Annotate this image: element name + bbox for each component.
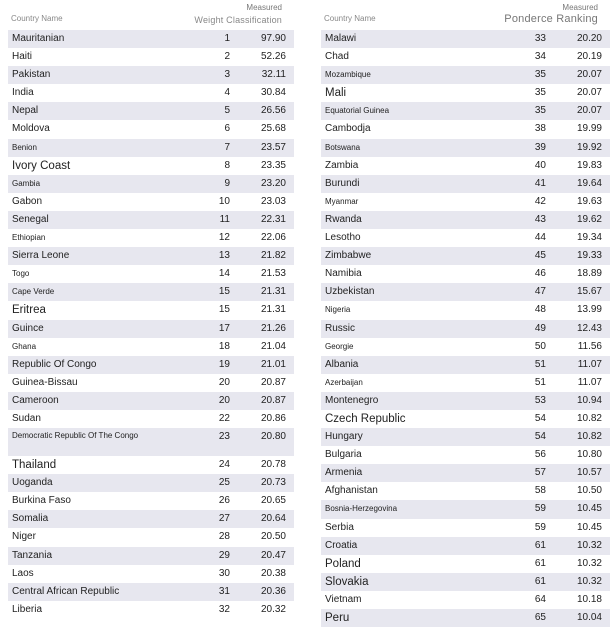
rank-number: 7 <box>224 141 230 153</box>
table-row <box>321 482 610 500</box>
left-table-body <box>8 30 294 619</box>
country-name: Rwanda <box>325 213 362 225</box>
measured-value: 10.45 <box>576 521 602 533</box>
country-name: Czech Republic <box>325 412 406 425</box>
rank-number: 61 <box>534 575 546 587</box>
rank-number: 51 <box>534 376 546 388</box>
rank-number: 14 <box>218 268 230 280</box>
country-name: Azerbaijan <box>325 377 363 387</box>
country-name: Hungary <box>325 431 363 443</box>
measured-value: 15.67 <box>576 286 602 298</box>
rank-number: 43 <box>534 213 546 225</box>
measured-value: 19.92 <box>576 141 602 153</box>
rank-number: 30 <box>218 567 230 579</box>
rank-number: 17 <box>218 322 230 334</box>
measured-value: 21.31 <box>260 286 286 298</box>
country-name: Myanmar <box>325 196 359 206</box>
rank-number: 10 <box>218 195 230 207</box>
country-name: Ivory Coast <box>12 159 71 172</box>
table-row <box>8 392 294 410</box>
country-name: Chad <box>325 51 349 63</box>
country-name: Sierra Leone <box>12 250 70 262</box>
rank-number: 61 <box>534 557 546 569</box>
rank-number: 31 <box>218 585 230 597</box>
country-name: Guince <box>12 322 44 334</box>
country-name: Cape Verde <box>12 287 55 297</box>
rank-number: 45 <box>534 250 546 262</box>
measured-value: 21.01 <box>260 358 286 370</box>
table-row <box>321 537 610 555</box>
table-row <box>8 474 294 492</box>
table-row <box>321 609 610 627</box>
ponderce-ranking-header: Ponderce Ranking <box>504 13 598 25</box>
table-row <box>321 211 610 229</box>
table-row <box>8 157 294 175</box>
country-name: Cameroon <box>12 394 59 406</box>
rank-number: 34 <box>534 51 546 63</box>
country-name: Poland <box>325 557 361 570</box>
table-row <box>8 492 294 510</box>
country-name: Pakistan <box>12 69 51 81</box>
weight-classification-header: Weight Classification <box>194 15 282 25</box>
rank-number: 51 <box>534 358 546 370</box>
measured-value: 20.07 <box>576 69 602 81</box>
measured-header: Measured <box>246 3 282 12</box>
measured-value: 20.86 <box>260 412 286 424</box>
rank-number: 29 <box>218 549 230 561</box>
rank-number: 24 <box>218 459 230 471</box>
table-row <box>8 565 294 583</box>
country-name: Gabon <box>12 195 43 207</box>
measured-value: 10.57 <box>576 467 602 479</box>
table-row <box>8 139 294 157</box>
measured-value: 18.89 <box>576 268 602 280</box>
country-name: Somalia <box>12 513 49 525</box>
measured-value: 12.43 <box>576 322 602 334</box>
table-row <box>321 519 610 537</box>
table-row <box>8 528 294 546</box>
country-name: Vietnam <box>325 593 362 605</box>
country-name: Benion <box>12 142 37 152</box>
rank-number: 20 <box>218 376 230 388</box>
table-row <box>8 320 294 338</box>
rank-number: 54 <box>534 412 546 424</box>
country-name: Senegal <box>12 213 49 225</box>
rank-number: 19 <box>218 358 230 370</box>
country-name: Serbia <box>325 521 354 533</box>
rank-number: 41 <box>534 177 546 189</box>
measured-value: 10.82 <box>576 412 602 424</box>
country-name: Nigeria <box>325 305 351 315</box>
table-row <box>8 66 294 84</box>
table-row <box>321 175 610 193</box>
rank-number: 40 <box>534 159 546 171</box>
table-row <box>8 456 294 474</box>
rank-number: 8 <box>224 159 230 171</box>
measured-value: 20.87 <box>260 394 286 406</box>
country-name: Tanzania <box>12 549 53 561</box>
country-name: Haiti <box>12 51 33 63</box>
table-row <box>8 374 294 392</box>
measured-value: 26.56 <box>260 105 286 117</box>
measured-value: 20.07 <box>576 105 602 117</box>
rank-number: 6 <box>224 123 230 135</box>
table-row <box>321 410 610 428</box>
measured-value: 20.38 <box>260 567 286 579</box>
country-name: Afghanistan <box>325 485 378 497</box>
rank-number: 15 <box>218 286 230 298</box>
rank-number: 39 <box>534 141 546 153</box>
measured-value: 13.99 <box>576 304 602 316</box>
measured-value: 20.65 <box>260 495 286 507</box>
measured-value: 23.57 <box>260 141 286 153</box>
rank-number: 53 <box>534 394 546 406</box>
rank-number: 35 <box>534 105 546 117</box>
table-row <box>321 573 610 591</box>
rank-number: 59 <box>534 503 546 515</box>
table-row <box>321 193 610 211</box>
table-row <box>8 193 294 211</box>
country-name: Peru <box>325 612 350 624</box>
measured-value: 10.50 <box>576 485 602 497</box>
measured-value: 20.50 <box>260 531 286 543</box>
rank-number: 4 <box>224 87 230 99</box>
measured-header: Measured <box>562 3 598 12</box>
measured-value: 21.53 <box>260 268 286 280</box>
table-row <box>321 283 610 301</box>
country-name: Albania <box>325 358 359 370</box>
measured-value: 19.62 <box>576 213 602 225</box>
table-row <box>8 547 294 565</box>
country-name: Democratic Republic Of The Congo <box>12 431 139 441</box>
rank-number: 1 <box>224 33 230 44</box>
country-name: Equatorial Guinea <box>325 106 390 116</box>
table-row <box>8 247 294 265</box>
rank-number: 46 <box>534 268 546 280</box>
measured-value: 22.06 <box>260 232 286 244</box>
measured-value: 10.32 <box>576 539 602 551</box>
measured-value: 20.20 <box>576 33 602 44</box>
measured-value: 19.63 <box>576 195 602 207</box>
country-name: Central African Republic <box>12 585 120 597</box>
table-row <box>321 247 610 265</box>
table-row <box>321 392 610 410</box>
country-name: Zimbabwe <box>325 250 372 262</box>
table-row <box>8 229 294 247</box>
rank-number: 38 <box>534 123 546 135</box>
country-name: Gambia <box>12 178 41 188</box>
country-name: Liberia <box>12 603 43 615</box>
country-name: Thailand <box>12 459 57 472</box>
table-row <box>8 356 294 374</box>
measured-value: 11.56 <box>577 340 602 352</box>
rank-number: 11 <box>219 213 230 225</box>
rank-number: 9 <box>224 177 230 189</box>
rank-number: 64 <box>534 593 546 605</box>
right-table-body <box>321 30 610 627</box>
table-row <box>8 601 294 619</box>
measured-value: 10.32 <box>576 575 602 587</box>
measured-value: 10.45 <box>576 503 602 515</box>
country-name: Nepal <box>12 105 39 117</box>
measured-value: 97.90 <box>260 33 286 44</box>
measured-value: 20.64 <box>260 513 286 525</box>
country-name: Slovakia <box>325 575 369 588</box>
table-row <box>8 84 294 102</box>
table-row <box>321 30 610 48</box>
table-row <box>321 374 610 392</box>
country-name: Bulgaria <box>325 449 362 461</box>
measured-value: 52.26 <box>260 51 286 63</box>
table-row <box>321 265 610 283</box>
country-name: Cambodja <box>325 123 371 135</box>
rank-number: 18 <box>218 340 230 352</box>
rank-number: 50 <box>534 340 546 352</box>
measured-value: 21.26 <box>260 322 286 334</box>
measured-value: 21.31 <box>260 304 286 316</box>
right-table <box>321 0 610 627</box>
table-row <box>8 510 294 528</box>
table-row <box>321 120 610 138</box>
country-name: Bosnia-Herzegovina <box>325 504 398 514</box>
rank-number: 20 <box>218 394 230 406</box>
left-table-header <box>8 0 294 30</box>
rank-number: 25 <box>218 477 230 489</box>
table-row <box>8 428 294 456</box>
rank-number: 54 <box>534 431 546 443</box>
table-row <box>8 265 294 283</box>
country-column-header: Country Name <box>11 14 63 23</box>
table-row <box>321 139 610 157</box>
rank-number: 3 <box>224 69 230 81</box>
rank-number: 27 <box>218 513 230 525</box>
country-name: Montenegro <box>325 394 379 406</box>
country-name: Eritrea <box>12 304 46 317</box>
country-name: Armenia <box>325 467 363 479</box>
country-name: Guinea-Bissau <box>12 376 78 388</box>
table-row <box>321 500 610 518</box>
country-name: Namibia <box>325 268 362 280</box>
measured-value: 20.47 <box>260 549 286 561</box>
right-table-header <box>321 0 610 30</box>
country-name: Malawi <box>325 33 357 44</box>
measured-value: 20.36 <box>260 585 286 597</box>
table-row <box>321 555 610 573</box>
rank-number: 48 <box>534 304 546 316</box>
measured-value: 10.80 <box>576 449 602 461</box>
table-row <box>321 48 610 66</box>
table-row <box>8 102 294 120</box>
rank-number: 61 <box>534 539 546 551</box>
rank-number: 23 <box>218 431 230 443</box>
table-row <box>321 229 610 247</box>
measured-value: 19.34 <box>576 232 602 244</box>
country-name: Georgie <box>325 341 354 351</box>
measured-value: 23.03 <box>260 195 286 207</box>
measured-value: 19.99 <box>576 123 602 135</box>
rank-number: 12 <box>218 232 230 244</box>
rank-number: 13 <box>218 250 230 262</box>
measured-value: 25.68 <box>260 123 286 135</box>
table-row <box>321 102 610 120</box>
table-row <box>321 591 610 609</box>
rank-number: 33 <box>534 33 546 44</box>
rank-number: 28 <box>218 531 230 543</box>
measured-value: 22.31 <box>260 213 286 225</box>
rank-number: 32 <box>218 603 230 615</box>
table-row <box>321 157 610 175</box>
table-row <box>321 464 610 482</box>
measured-value: 10.82 <box>576 431 602 443</box>
table-row <box>8 410 294 428</box>
table-row <box>321 446 610 464</box>
rank-number: 35 <box>534 87 546 99</box>
measured-value: 19.83 <box>576 159 602 171</box>
measured-value: 21.04 <box>260 340 286 352</box>
table-row <box>321 84 610 102</box>
country-name: Mozambique <box>325 70 371 80</box>
measured-value: 10.94 <box>576 394 602 406</box>
rank-number: 15 <box>218 304 230 316</box>
country-name: Ethiopian <box>12 233 46 243</box>
country-name: Burkina Faso <box>12 495 71 507</box>
rank-number: 58 <box>534 485 546 497</box>
measured-value: 20.78 <box>260 459 286 471</box>
table-row <box>321 356 610 374</box>
rank-number: 44 <box>534 232 546 244</box>
measured-value: 20.07 <box>576 87 602 99</box>
country-name: Republic Of Congo <box>12 358 97 370</box>
country-name: Mauritanian <box>12 33 65 44</box>
rank-number: 47 <box>534 286 546 298</box>
rank-number: 26 <box>218 495 230 507</box>
country-name: Uzbekistan <box>325 286 375 298</box>
rank-number: 49 <box>534 322 546 334</box>
table-row <box>321 66 610 84</box>
country-name: Mali <box>325 87 347 100</box>
table-row <box>8 583 294 601</box>
country-name: Niger <box>12 531 36 543</box>
rank-number: 42 <box>534 195 546 207</box>
table-row <box>8 120 294 138</box>
table-row <box>8 283 294 301</box>
country-name: Botswana <box>325 142 361 152</box>
measured-value: 21.82 <box>260 250 286 262</box>
measured-value: 11.07 <box>577 358 602 370</box>
rank-number: 2 <box>224 51 230 63</box>
country-name: Lesotho <box>325 232 361 244</box>
measured-value: 32.11 <box>261 69 286 81</box>
measured-value: 20.87 <box>260 376 286 388</box>
left-table <box>8 0 294 619</box>
table-row <box>8 211 294 229</box>
measured-value: 23.20 <box>260 177 286 189</box>
rank-number: 22 <box>218 412 230 424</box>
table-row <box>321 320 610 338</box>
measured-value: 20.73 <box>260 477 286 489</box>
table-row <box>321 428 610 446</box>
country-name: Laos <box>12 567 34 579</box>
table-row <box>8 301 294 319</box>
measured-value: 10.04 <box>576 612 602 623</box>
rank-number: 5 <box>224 105 230 117</box>
table-row <box>8 48 294 66</box>
measured-value: 11.07 <box>577 376 602 388</box>
table-row <box>8 338 294 356</box>
measured-value: 23.35 <box>260 159 286 171</box>
table-row <box>8 30 294 48</box>
country-name: Sudan <box>12 412 41 424</box>
country-name: Russic <box>325 322 356 334</box>
country-name: Croatia <box>325 539 358 551</box>
measured-value: 20.19 <box>576 51 602 63</box>
rank-number: 57 <box>534 467 546 479</box>
country-name: Togo <box>12 269 30 279</box>
measured-value: 10.32 <box>576 557 602 569</box>
measured-value: 30.84 <box>260 87 286 99</box>
table-row <box>321 301 610 319</box>
rank-number: 56 <box>534 449 546 461</box>
rank-number: 59 <box>534 521 546 533</box>
measured-value: 19.33 <box>576 250 602 262</box>
country-name: Uoganda <box>12 477 53 489</box>
measured-value: 20.80 <box>260 431 286 443</box>
table-row <box>321 338 610 356</box>
measured-value: 10.18 <box>576 593 602 605</box>
rank-number: 35 <box>534 69 546 81</box>
country-name: Zambia <box>325 159 359 171</box>
country-column-header: Country Name <box>324 14 376 23</box>
country-name: Ghana <box>12 341 37 351</box>
measured-value: 19.64 <box>576 177 602 189</box>
country-name: India <box>12 87 34 99</box>
measured-value: 20.32 <box>260 603 286 615</box>
table-row <box>8 175 294 193</box>
rank-number: 65 <box>534 612 546 623</box>
country-name: Moldova <box>12 123 50 135</box>
country-name: Burundi <box>325 177 360 189</box>
